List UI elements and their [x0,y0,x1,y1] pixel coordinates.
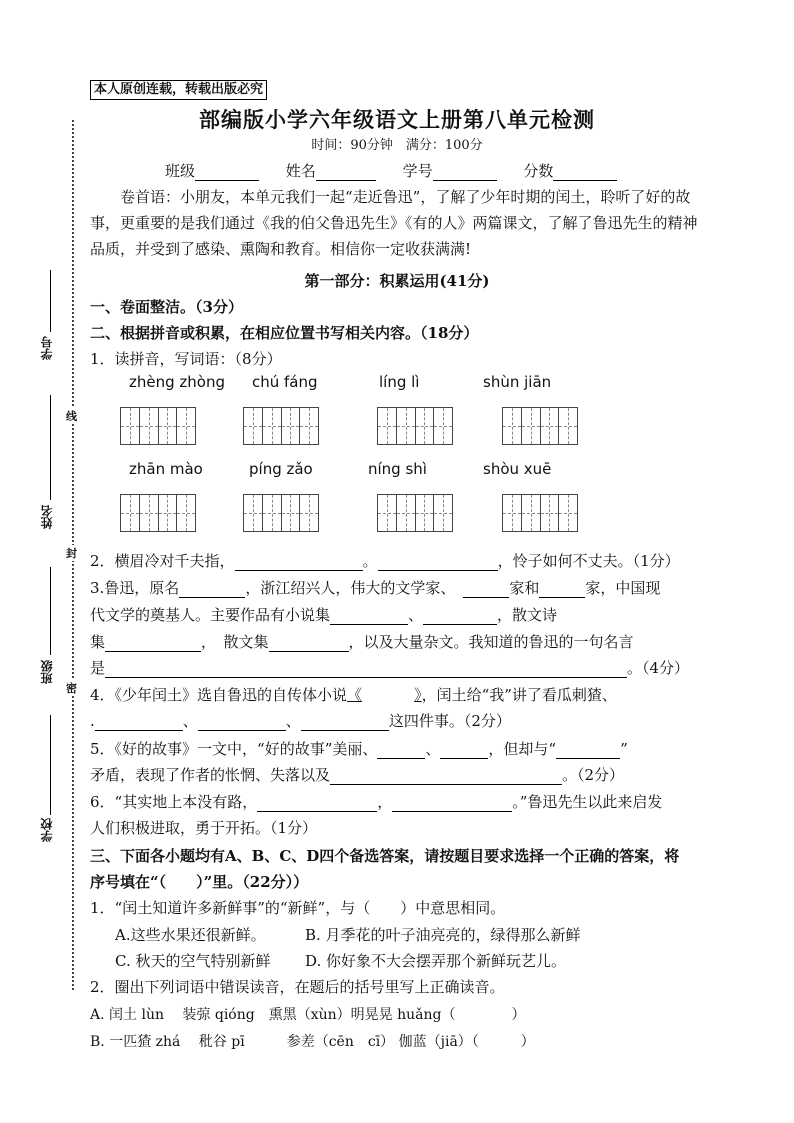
id-blank[interactable] [433,166,497,181]
answer-blank[interactable] [392,797,512,812]
q2-6-line2: 人们积极进取，勇于开拓。（1分） [90,819,318,837]
writing-grid[interactable] [243,494,319,532]
pinyin-item: shùn jiān [483,373,552,391]
writing-grid[interactable] [243,407,319,445]
copyright-notice: 本人原创连载，转载出版必究 [90,80,267,100]
q3-1-option-c[interactable]: C. 秋天的空气特别新鲜 [115,952,271,970]
q3-1-stem: 1．“闰土知道许多新鲜事”的“新鲜”，与（ ）中意思相同。 [90,899,506,917]
q3-2-stem: 2．圈出下列词语中错误读音，在题后的括号里写上正确读音。 [90,978,505,996]
answer-blank[interactable] [105,637,201,652]
writing-grid[interactable] [120,407,196,445]
name-blank[interactable] [316,166,376,181]
q3-1-option-d[interactable]: D. 你好象不大会摆弄那个新鲜玩艺儿。 [305,952,567,970]
id-label: 学号 [402,162,433,180]
writing-grid[interactable] [502,407,578,445]
pinyin-item: zhān mào [129,460,203,478]
side-label-class: 班级 [40,660,54,684]
q2-3-line1: 3.鲁迅，原名 ，浙江绍兴人，伟大的文学家、 家和 家，中国现 [90,579,661,597]
answer-blank[interactable] [269,637,349,652]
answer-blank[interactable] [377,744,425,759]
exam-time-score: 时间：90分钟 满分：100分 [311,138,483,153]
seal-char-secret: 密 [66,682,77,695]
class-blank-line [50,567,51,655]
q2-4-line1: 4．《少年闰土》选自鲁迅的自传体小说《 》，闰土给“我”讲了看瓜刺猹、 [90,686,617,704]
pinyin-item: píng zǎo [249,460,313,478]
name-label: 姓名 [285,162,316,180]
q2-4-line2: . 、 、 这四件事。（2分） [90,712,511,730]
side-label-name: 姓名 [40,505,54,529]
seal-char-seal: 封 [66,547,77,560]
answer-blank[interactable] [423,610,497,625]
class-blank[interactable] [195,166,259,181]
q2-5-line2: 矛盾，表现了作者的怅惘、失落以及 。（2分） [90,766,625,784]
q2-5-line1: 5．《好的故事》一文中，“好的故事”美丽、 、 ，但却与“ ” [90,740,628,758]
q2-2: 2．横眉冷对千夫指， 。 ，怜子如何不丈夫。（1分） [90,552,680,570]
answer-blank[interactable] [95,716,183,731]
side-label-school: 学校 [40,818,54,842]
q2-1-stem: 1．读拼音，写词语：（8分） [90,350,282,368]
preface: 卷首语：小朋友，本单元我们一起“走近鲁迅”，了解了少年时期的闰土，聆听了好的故事，更重要的是我们通过《我的伯父鲁迅先生》《有的人》两篇课文，了解了鲁迅先生的精神品质，并受到了感染、熏陶和教育。相信你一定收获满满! [90,188,698,258]
answer-blank[interactable] [198,716,286,731]
q3-2-option-b[interactable]: B. 一匹猹 zhá 秕谷 pī 参差（cēn cī） 伽蓝（jiā）（ ） [90,1034,535,1050]
answer-blank[interactable] [179,583,245,598]
pinyin-item: níng shì [368,460,427,478]
part1-title: 第一部分：积累运用(41分) [304,272,490,290]
writing-grid[interactable] [377,407,453,445]
q2-3-line2: 代文学的奠基人。主要作品有小说集 、 ，散文诗 [90,606,558,624]
q3-2-option-a[interactable]: A. 闰土 lùn 装弶 qióng 熏黑（xùn）明晃晃 huǎng（ ） [90,1007,526,1023]
pinyin-item: shòu xuē [483,460,552,478]
name-blank-line [50,395,51,500]
pinyin-item: zhèng zhòng [129,373,225,391]
pinyin-item: chú fáng [252,373,318,391]
writing-grid[interactable] [502,494,578,532]
q2-3-line4: 是 。（4分） [90,659,690,677]
student-info-row [165,160,639,181]
score-label: 分数 [523,162,554,180]
school-blank-line [50,715,51,815]
answer-blank[interactable] [556,744,620,759]
q3-1-option-a[interactable]: A.这些水果还很新鲜。 [115,926,266,944]
side-label-student-id: 学号 [40,336,54,360]
q2-heading: 二、根据拼音或积累，在相应位置书写相关内容。（18分） [90,324,479,342]
pinyin-item: líng lì [379,373,420,391]
answer-blank[interactable] [301,716,389,731]
answer-blank[interactable] [257,797,377,812]
answer-blank[interactable] [105,663,627,678]
class-label: 班级 [165,162,196,180]
score-blank[interactable] [553,166,617,181]
answer-blank[interactable] [539,583,585,598]
q2-3-line3: 集 ， 散文集 ，以及大量杂文。我知道的鲁迅的一句名言 [90,633,634,651]
answer-blank[interactable] [235,556,363,571]
q3-heading-line2: 序号填在“（ ）”里。（22分）） [90,873,309,891]
writing-grid[interactable] [377,494,453,532]
page-title: 部编版小学六年级语文上册第八单元检测 [199,107,595,132]
answer-blank[interactable] [440,744,488,759]
answer-blank[interactable] [330,610,408,625]
q2-6-line1: 6．“其实地上本没有路， ， 。”鲁迅先生以此来启发 [90,793,663,811]
q3-1-option-b[interactable]: B. 月季花的叶子油亮亮的，绿得那么新鲜 [305,926,581,944]
q3-heading-line1: 三、下面各小题均有A、B、C、D四个备选答案，请按题目要求选择一个正确的答案，将 [90,847,680,865]
seal-char-line: 线 [66,410,77,423]
writing-grid[interactable] [120,494,196,532]
answer-blank[interactable] [330,770,562,785]
book-title-blank[interactable]: 《 》 [347,686,422,704]
answer-blank[interactable] [378,556,498,571]
answer-blank[interactable] [463,583,509,598]
q1-heading: 一、卷面整洁。（3分） [90,298,243,316]
